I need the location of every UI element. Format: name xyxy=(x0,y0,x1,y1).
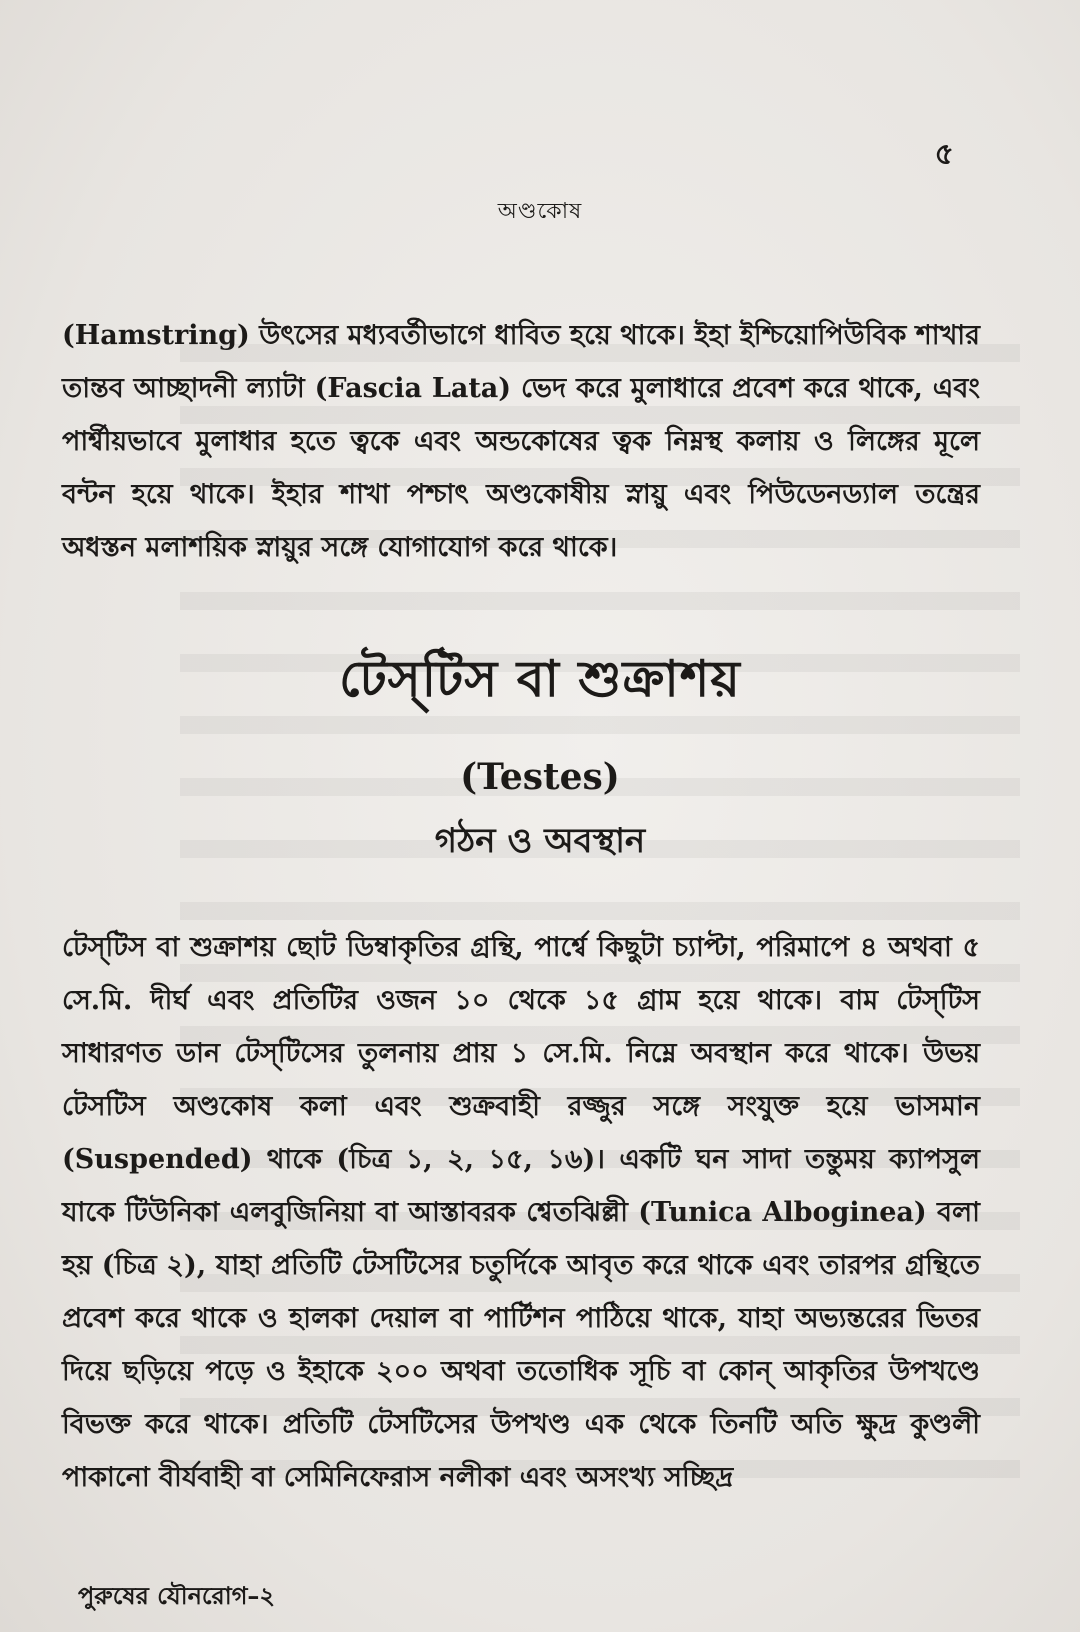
page-number: ৫ xyxy=(934,137,954,172)
section-title: টেস্‌টিস বা শুক্রাশয় xyxy=(339,649,741,708)
paragraph-continued: (Hamstring) উৎসের মধ্যবর্তীভাগে ধাবিত হয়ে থাকে। ইহা ইশ্চিয়োপিউবিক শাখার তান্তব আচ্ছাদনী ল্যাটা (Fascia Lata) ভেদ করে মুলাধারে প্রবেশ করে থাকে, এবং পার্শ্বীয়ভাবে মুলাধার হতে ত্বকে এবং অন্ডকোষের ত্বক নিম্নস্থ কলায় ও লিঙ্গের মূলে বন্টন হয়ে থাকে। ইহার শাখা পশ্চাৎ অণ্ডকোষীয় স্নায়ু এবং পিউডেনড্যাল তন্ত্রের অধস্তন মলাশয়িক স্নায়ুর সঙ্গে যোগাযোগ করে থাকে। xyxy=(62,320,980,563)
body-paragraph: টেস্‌টিস বা শুক্রাশয় ছোট ডিম্বাকৃতির গ্রন্থি, পার্শ্বে কিছুটা চ্যাপ্টা, পরিমাপে ৪ অথবা ৫ সে.মি. দীর্ঘ এবং প্রতিটির ওজন ১০ থেকে ১৫ গ্রাম হয়ে থাকে। বাম টেস্‌টিস সাধারণত ডান টেস্‌টিসের তুলনায় প্রায় ১ সে.মি. নিম্নে অবস্থান করে থাকে। উভয় টেসটিস অণ্ডকোষ কলা এবং শুক্রবাহী রজ্জুর সঙ্গে সংযুক্ত হয়ে ভাসমান (Suspended) থাকে (চিত্র ১, ২, ১৫, ১৬)। একটি ঘন সাদা তন্তুময় ক্যাপসুল যাকে টিউনিকা এলবুজিনিয়া বা আস্তাবরক শ্বেতঝিল্লী (Tunica Alboginea) বলা হয় (চিত্র ২), যাহা প্রতিটি টেসটিসের চতুর্দিকে আবৃত করে থাকে এবং তারপর গ্রন্থিতে প্রবেশ করে থাকে ও হালকা দেয়াল বা পার্টিশন পাঠিয়ে থাকে, যাহা অভ্যন্তরের ভিতর দিয়ে ছড়িয়ে পড়ে ও ইহাকে ২০০ অথবা ততোধিক সূচি বা কোন্ আকৃতির উপখণ্ডে বিভক্ত করে থাকে। প্রতিটি টেসটিসের উপখণ্ড এক থেকে তিনটি অতি ক্ষুদ্র কুণ্ডলী পাকানো বীর্যবাহী বা সেমিনিফেরাস নলীকা এবং অসংখ্য সচ্ছিদ্র xyxy=(62,932,980,1493)
section-title-english: (Testes) xyxy=(460,756,620,798)
section-subtitle: গঠন ও অবস্থান xyxy=(434,821,646,861)
footer-book-title: পুরুষের যৌনরোগ–২ xyxy=(78,1581,276,1610)
running-head: অণ্ডকোষ xyxy=(497,199,583,224)
